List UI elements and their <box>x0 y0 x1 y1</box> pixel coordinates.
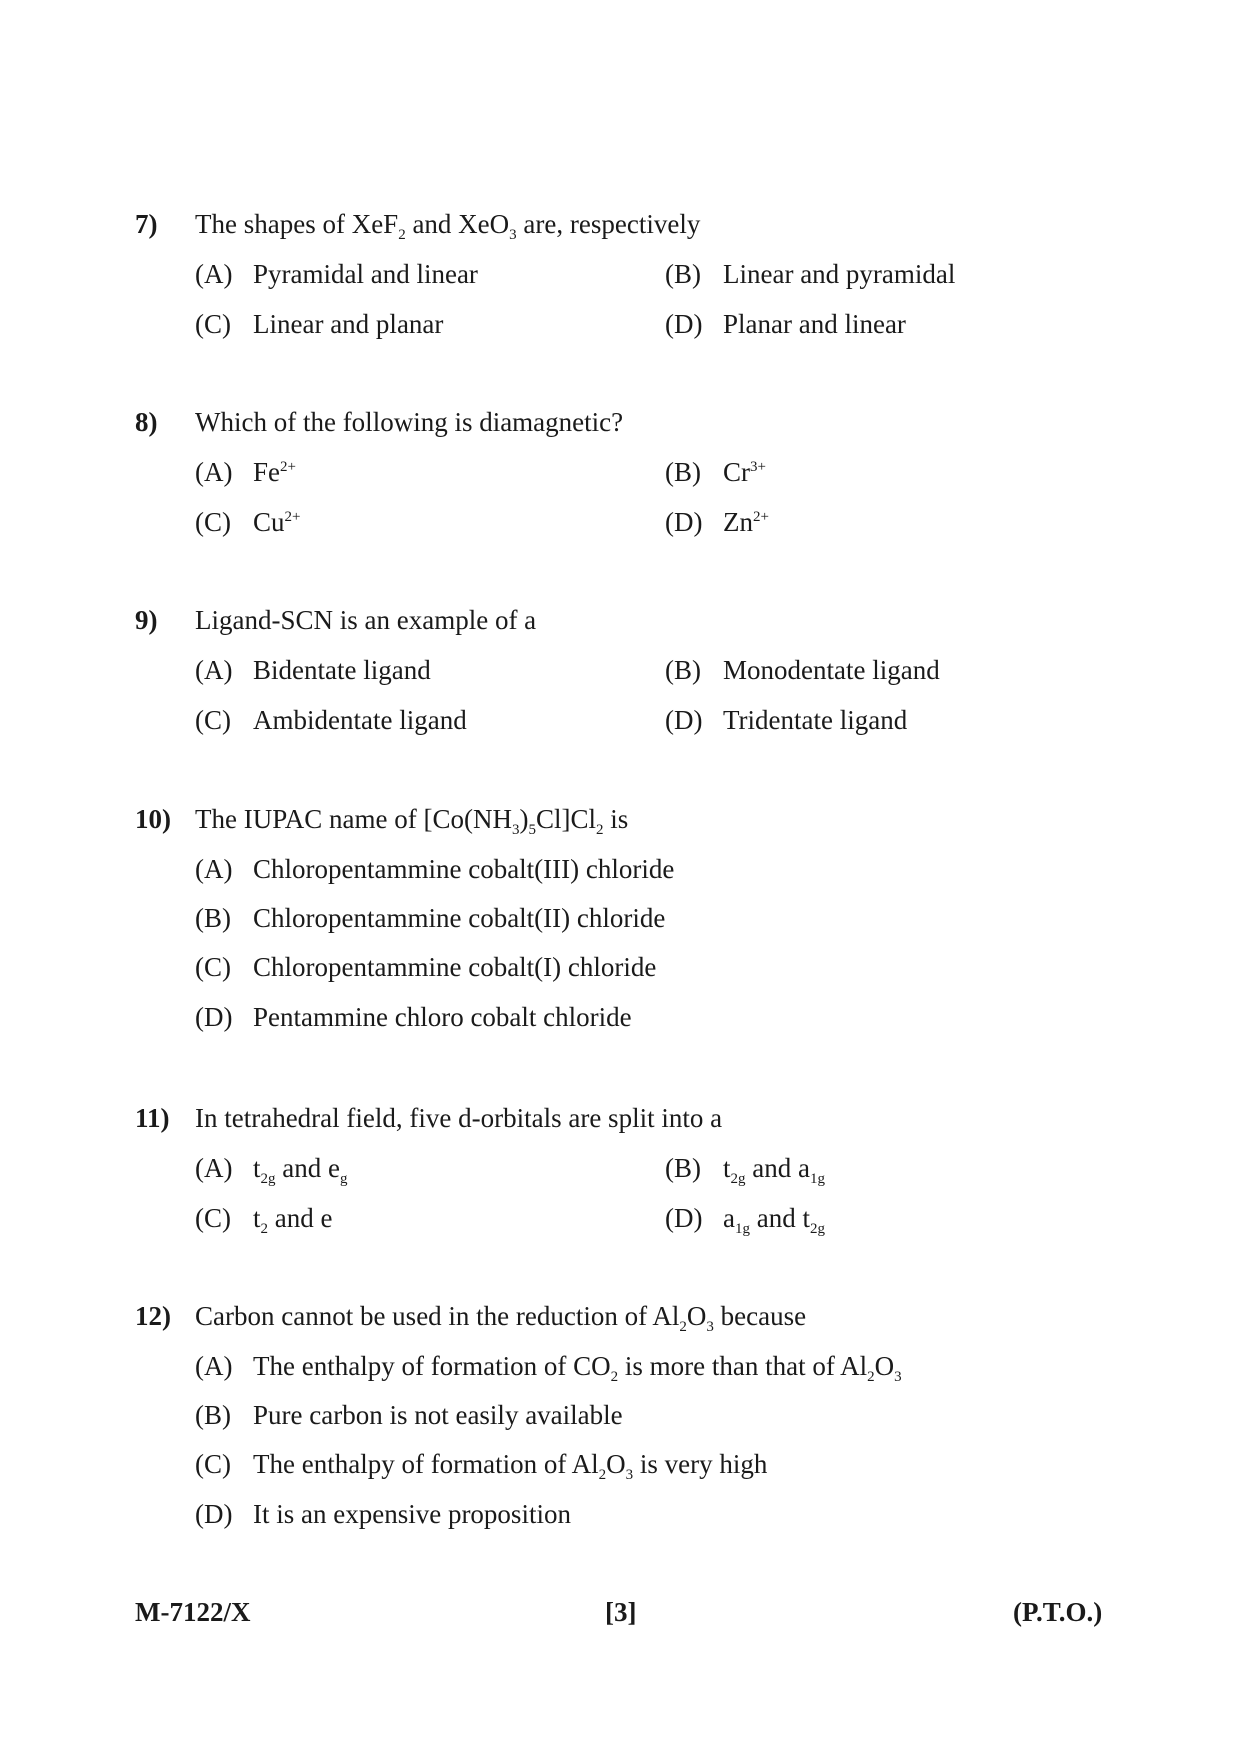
option-b <box>665 456 766 488</box>
text-fragment: The IUPAC name of [Co(NH <box>195 804 512 834</box>
option-text <box>723 259 955 289</box>
option-text <box>253 655 431 685</box>
text-fragment: 2+ <box>753 509 769 525</box>
text-fragment: Chloropentammine cobalt(III) chloride <box>253 854 675 884</box>
text-fragment: 3 <box>894 1369 902 1385</box>
text-fragment: and e <box>268 1203 333 1233</box>
question-number: 10) <box>135 804 171 834</box>
option-text <box>253 507 300 537</box>
option-text <box>253 705 467 735</box>
text-fragment: Which of the following is diamagnetic? <box>195 407 624 437</box>
text-fragment: 2g <box>260 1171 276 1187</box>
text-fragment: 1g <box>734 1221 750 1237</box>
option-text <box>723 1203 825 1237</box>
text-fragment: 2 <box>867 1369 875 1385</box>
option-a <box>195 456 296 488</box>
option-label: (C) <box>195 1203 231 1233</box>
option-label: (C) <box>195 705 231 735</box>
text-fragment: Tridentate ligand <box>723 705 908 735</box>
option-text <box>253 1499 571 1529</box>
option-label: (B) <box>665 655 701 685</box>
option-label: (D) <box>665 1203 703 1233</box>
option-d <box>665 506 769 538</box>
option-text <box>723 457 766 487</box>
please-turn-over: (P.T.O.) <box>1013 1597 1103 1627</box>
text-fragment: Zn <box>723 507 753 537</box>
option-c <box>195 506 300 538</box>
option-label: (B) <box>195 1400 231 1430</box>
text-fragment: is more than that of Al <box>618 1351 868 1381</box>
option-b <box>195 1399 623 1431</box>
option-label: (C) <box>195 1449 231 1479</box>
option-text <box>253 1400 623 1430</box>
text-fragment: 3+ <box>750 459 766 475</box>
option-label: (C) <box>195 309 231 339</box>
text-fragment: 2 <box>398 227 406 243</box>
text-fragment: 3 <box>706 1319 714 1335</box>
option-c <box>195 308 443 340</box>
option-b <box>195 902 665 934</box>
text-fragment: In tetrahedral field, five d-orbitals are split into a <box>195 1103 723 1133</box>
text-fragment: and t <box>749 1203 810 1233</box>
paper-code: M-7122/X <box>135 1597 251 1627</box>
text-fragment: The shapes of XeF <box>195 209 399 239</box>
option-d <box>665 1202 825 1237</box>
text-fragment: O <box>606 1449 626 1479</box>
option-a <box>195 853 674 885</box>
text-fragment: g <box>339 1171 348 1187</box>
text-fragment: a <box>723 1203 735 1233</box>
text-fragment: because <box>713 1301 807 1331</box>
option-label: (C) <box>195 952 231 982</box>
text-fragment: Linear and pyramidal <box>723 259 956 289</box>
option-label: (B) <box>195 903 231 933</box>
text-fragment: and e <box>275 1153 340 1183</box>
question-text <box>195 1300 807 1335</box>
option-label: (D) <box>665 705 703 735</box>
option-label: (D) <box>195 1002 233 1032</box>
text-fragment: 2+ <box>284 509 301 525</box>
option-c <box>195 704 467 736</box>
question-number: 11) <box>135 1103 170 1133</box>
question-number: 7) <box>135 209 158 239</box>
option-label: (D) <box>195 1499 233 1529</box>
text-fragment: is <box>603 804 629 834</box>
text-fragment: It is an expensive proposition <box>253 1499 571 1529</box>
text-fragment: 3 <box>509 227 517 243</box>
text-fragment: Ambidentate ligand <box>253 705 467 735</box>
option-label: (A) <box>195 1153 233 1183</box>
text-fragment: Cr <box>723 457 750 487</box>
text-fragment: is very high <box>633 1449 768 1479</box>
text-fragment: 2+ <box>280 459 296 475</box>
option-label: (D) <box>665 507 703 537</box>
text-fragment: and XeO <box>405 209 510 239</box>
option-text <box>253 309 443 339</box>
text-fragment: t <box>723 1153 731 1183</box>
text-fragment: Monodentate ligand <box>723 655 940 685</box>
question-text <box>195 803 629 838</box>
text-fragment: 2g <box>809 1221 825 1237</box>
option-c <box>195 1202 333 1237</box>
option-b <box>665 1152 825 1187</box>
question-number: 8) <box>135 407 158 437</box>
option-text <box>253 1153 348 1187</box>
text-fragment: Ligand-SCN is an example of a <box>195 605 537 635</box>
option-d <box>195 1001 632 1033</box>
option-d <box>665 308 906 340</box>
text-fragment: 2 <box>679 1319 687 1335</box>
option-text <box>723 507 769 537</box>
text-fragment: 5 <box>528 822 536 838</box>
text-fragment: and a <box>745 1153 810 1183</box>
text-fragment: Chloropentammine cobalt(II) chloride <box>253 903 666 933</box>
text-fragment: 1g <box>809 1171 825 1187</box>
text-fragment: Chloropentammine cobalt(I) chloride <box>253 952 657 982</box>
option-label: (A) <box>195 259 233 289</box>
text-fragment: 2 <box>610 1369 619 1385</box>
option-a <box>195 1350 902 1385</box>
question-text <box>195 1102 722 1134</box>
text-fragment: Linear and planar <box>253 309 444 339</box>
text-fragment: 3 <box>511 822 520 838</box>
question-number: 9) <box>135 605 158 635</box>
text-fragment: 2g <box>730 1171 746 1187</box>
option-text <box>253 952 656 982</box>
option-text <box>253 1203 333 1237</box>
text-fragment: 2 <box>260 1221 269 1237</box>
text-fragment: 2 <box>598 1467 607 1483</box>
text-fragment: O <box>874 1351 895 1381</box>
question-text <box>195 604 536 636</box>
option-text <box>253 457 296 487</box>
text-fragment: t <box>253 1153 261 1183</box>
option-label: (B) <box>665 457 701 487</box>
option-text <box>253 259 478 289</box>
text-fragment: Cu <box>253 507 285 537</box>
option-text <box>253 1002 632 1032</box>
text-fragment: The enthalpy of formation of CO <box>253 1351 611 1381</box>
option-text <box>723 1153 825 1187</box>
text-fragment: 3 <box>625 1467 634 1483</box>
option-label: (A) <box>195 854 233 884</box>
option-label: (A) <box>195 655 233 685</box>
text-fragment: are, respectively <box>516 209 701 239</box>
text-fragment: O <box>686 1301 707 1331</box>
option-a <box>195 1152 348 1187</box>
text-fragment: The enthalpy of formation of Al <box>253 1449 599 1479</box>
option-label: (B) <box>665 1153 701 1183</box>
option-b <box>665 258 955 290</box>
option-text <box>723 655 940 685</box>
option-label: (B) <box>665 259 701 289</box>
text-fragment: Fe <box>253 457 280 487</box>
option-text <box>253 854 674 884</box>
option-d <box>195 1498 571 1530</box>
option-label: (A) <box>195 1351 233 1381</box>
option-text <box>253 1351 902 1385</box>
question-text <box>195 406 623 438</box>
option-text <box>723 309 906 339</box>
option-label: (C) <box>195 507 231 537</box>
question-number: 12) <box>135 1301 171 1331</box>
option-d <box>665 704 907 736</box>
option-a <box>195 654 431 686</box>
option-c <box>195 951 656 983</box>
option-b <box>665 654 940 686</box>
text-fragment: Carbon cannot be used in the reduction of Al <box>195 1301 680 1331</box>
option-label: (D) <box>665 309 703 339</box>
text-fragment: Pentammine chloro cobalt chloride <box>253 1002 632 1032</box>
option-text <box>253 1449 768 1483</box>
text-fragment: Pure carbon is not easily available <box>253 1400 623 1430</box>
page-number: [3] <box>605 1597 637 1627</box>
option-a <box>195 258 478 290</box>
text-fragment: Pyramidal and linear <box>253 259 478 289</box>
text-fragment: Bidentate ligand <box>253 655 431 685</box>
text-fragment: t <box>253 1203 261 1233</box>
option-text <box>253 903 665 933</box>
text-fragment: ) <box>519 804 529 834</box>
text-fragment: Cl]Cl <box>535 804 596 834</box>
text-fragment: Planar and linear <box>723 309 906 339</box>
option-label: (A) <box>195 457 233 487</box>
option-text <box>723 705 907 735</box>
text-fragment: 2 <box>595 822 604 838</box>
question-text <box>195 208 701 243</box>
option-c <box>195 1448 768 1483</box>
